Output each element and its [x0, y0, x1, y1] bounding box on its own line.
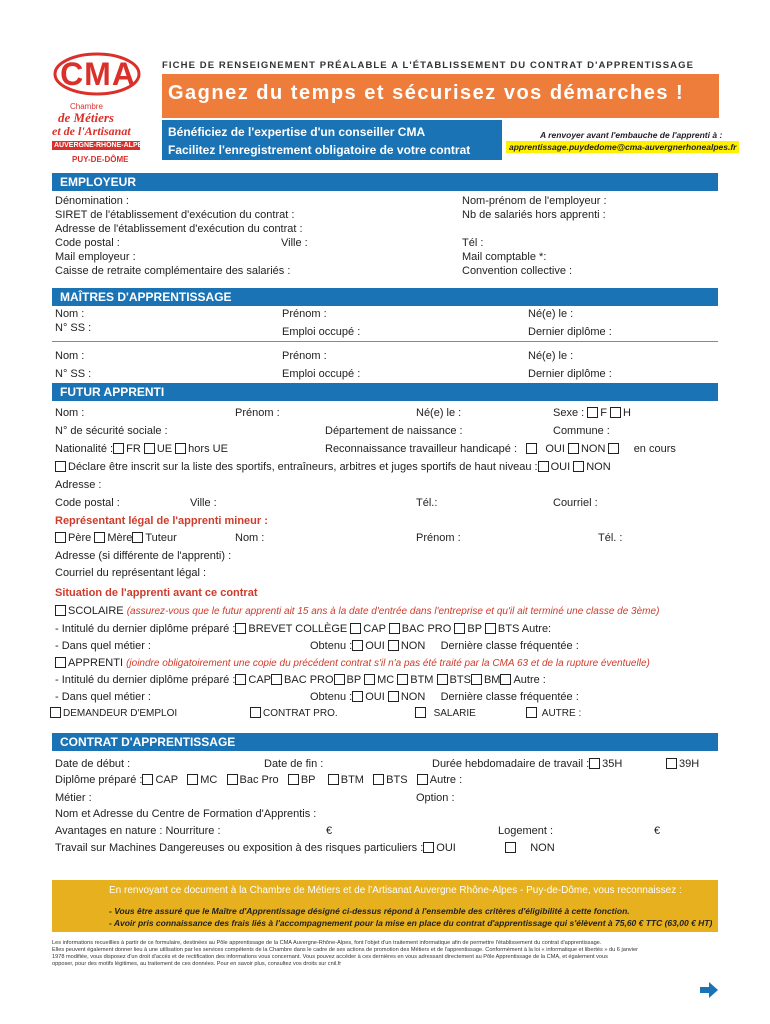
ctr-autre-checkbox[interactable]: [417, 774, 428, 785]
logo-chambre: Chambre: [70, 102, 103, 111]
handicap-encours-checkbox[interactable]: [608, 443, 619, 454]
scol-brevet-label: BREVET COLLÈGE: [248, 623, 348, 635]
contrat-pro-label: CONTRAT PRO.: [263, 708, 338, 719]
autre-label: AUTRE :: [541, 708, 582, 719]
app-sportif: [55, 460, 611, 474]
app-autre-checkbox[interactable]: [500, 674, 511, 685]
app-nationalite: [55, 442, 228, 456]
app-prenom: Prénom :: [235, 407, 280, 419]
sexe-h-checkbox[interactable]: [610, 407, 621, 418]
ctr-duree: [432, 757, 622, 771]
sit-salarie: [415, 707, 476, 721]
app-ne: Né(e) le :: [416, 407, 462, 419]
ctr-autre-label: Autre :: [429, 774, 463, 786]
legal-line3: 1978 modifiée, vous disposez d'un droit d'accès et de rectification des informations vous concernant. Vous pouvez accéder à ces dernières en vous adressant directement au Pôle Apprentissage de la CMA, et également vous: [52, 954, 608, 960]
sexe-label: Sexe :: [553, 407, 585, 419]
machines-oui-label: OUI: [436, 842, 456, 854]
emp-nb-salaries: Nb de salariés hors apprenti :: [462, 209, 606, 221]
app-bp-checkbox[interactable]: [334, 674, 345, 685]
app-autre-label: Autre :: [513, 674, 546, 686]
sportif-non-checkbox[interactable]: [573, 461, 584, 472]
ctr-diplome: [55, 773, 462, 787]
app-cap-checkbox[interactable]: [235, 674, 246, 685]
app-bacpro-checkbox[interactable]: [271, 674, 282, 685]
scol-cap-checkbox[interactable]: [350, 623, 361, 634]
app-obtenu-non-label: NON: [400, 691, 426, 703]
app-bp-label: BP: [346, 674, 362, 686]
ctr-fin: Date de fin :: [264, 758, 324, 770]
scol-obtenu-non-checkbox[interactable]: [388, 640, 399, 651]
intitule-label: - Intitulé du dernier diplôme préparé :: [55, 623, 236, 635]
apprenti-label: APPRENTI: [68, 657, 124, 669]
ctr-bacpro-label: Bac Pro: [239, 774, 279, 786]
return-label: A renvoyer avant l'embauche de l'apprenti à :: [540, 130, 723, 140]
app-bm-label: BM: [483, 674, 501, 686]
demandeur-checkbox[interactable]: [50, 707, 61, 718]
sexe-f-label: F: [600, 407, 607, 419]
handicap-label: Reconnaissance travailleur handicapé :: [325, 443, 518, 455]
scol-bp-label: BP: [467, 623, 482, 635]
ctr-mc-label: MC: [200, 774, 218, 786]
rep-mere-label: Mère: [107, 532, 133, 544]
emp-ville: Ville :: [281, 237, 308, 249]
rep-choice: [55, 531, 177, 545]
scol-bp-checkbox[interactable]: [454, 623, 465, 634]
sit-contrat-pro: [250, 707, 338, 721]
ctr-logement: Logement :: [498, 825, 554, 837]
emp-mail: Mail employeur :: [55, 251, 136, 263]
footer-intro: En renvoyant ce document à la Chambre de Métiers et de l'Artisanat Auvergne Rhône-Alpes - Puy-de-Dôme, vous reconnaissez :: [109, 885, 682, 896]
rep-courriel: Courriel du représentant légal :: [55, 567, 207, 579]
handicap-non-checkbox[interactable]: [568, 443, 579, 454]
handicap-encours-label: en cours: [633, 443, 676, 455]
ma1-diplome: Dernier diplôme :: [528, 326, 612, 338]
handicap-non-label: NON: [580, 443, 606, 455]
emp-caisse: Caisse de retraite complémentaire des salariés :: [55, 265, 291, 277]
sit-demandeur: [50, 707, 177, 721]
scolaire-note: (assurez-vous que le futur apprenti ait 15 ans à la date d'entrée dans l'entreprise et qu'il ait terminé une classe de 3ème): [126, 606, 660, 617]
autre-checkbox[interactable]: [526, 707, 537, 718]
ma1-nom: Nom :: [55, 308, 85, 320]
header-sub1: Bénéficiez de l'expertise d'un conseiller CMA: [168, 125, 426, 139]
machines-non-label: NON: [530, 842, 555, 854]
ma1-ne: Né(e) le :: [528, 308, 574, 320]
nat-label: Nationalité :: [55, 443, 114, 455]
salarie-checkbox[interactable]: [415, 707, 426, 718]
rep-nom: Nom :: [235, 532, 265, 544]
ma2-ne: Né(e) le :: [528, 350, 574, 362]
ma2-diplome: Dernier diplôme :: [528, 368, 612, 380]
emp-cp: Code postal :: [55, 237, 120, 249]
obtenu-label: Obtenu :: [310, 640, 353, 652]
ma1-prenom: Prénom :: [282, 308, 327, 320]
machines-oui-checkbox[interactable]: [423, 842, 434, 853]
ctr-centre: Nom et Adresse du Centre de Formation d'Apprentis :: [55, 808, 317, 820]
scol-bts-label: BTS: [497, 623, 520, 635]
nat-hors-ue-checkbox[interactable]: [175, 443, 186, 454]
h39-label: 39H: [679, 758, 700, 770]
ctr-bacpro-checkbox[interactable]: [227, 774, 238, 785]
rep-tel: Tél. :: [598, 532, 623, 544]
app-sexe: [553, 406, 631, 420]
ctr-39h: [666, 757, 699, 771]
emp-siret: SIRET de l'établissement d'exécution du contrat :: [55, 209, 295, 221]
form-title: FICHE DE RENSEIGNEMENT PRÉALABLE A L'ÉTABLISSEMENT DU CONTRAT D'APPRENTISSAGE: [162, 60, 695, 71]
scol-classe-label: Dernière classe fréquentée :: [440, 640, 579, 652]
app-bm-checkbox[interactable]: [471, 674, 482, 685]
ma2-emploi: Emploi occupé :: [282, 368, 361, 380]
app-obtenu-oui-label: OUI: [365, 691, 385, 703]
app-cap-label: CAP: [248, 674, 272, 686]
ctr-cap-label: CAP: [155, 774, 179, 786]
header-blue-box: [162, 120, 502, 160]
return-email[interactable]: apprentissage.puydedome@cma-auvergnerhonealpes.fr: [506, 141, 739, 153]
rep-adresse: Adresse (si différente de l'apprenti) :: [55, 550, 232, 562]
rep-pere-label: Père: [68, 532, 92, 544]
ma2-nom: Nom :: [55, 350, 85, 362]
footer-bullet1: - Vous être assuré que le Maître d'Apprentissage désigné ci-dessus répond à l'ensemble des critères d'éligibilité à cette fonction.: [109, 906, 630, 916]
ctr-metier: Métier :: [55, 792, 92, 804]
scol-obtenu-oui-label: OUI: [365, 640, 385, 652]
ctr-bp-label: BP: [300, 774, 316, 786]
logo-artisanat: et de l'Artisanat: [52, 124, 131, 138]
emp-nom-prenom: Nom-prénom de l'employeur :: [462, 195, 607, 207]
h35-checkbox[interactable]: [589, 758, 600, 769]
ctr-avantages: Avantages en nature : Nourriture :: [55, 825, 221, 837]
ctr-debut: Date de début :: [55, 758, 131, 770]
sit-intitule: [55, 622, 551, 636]
obtenu2-label: Obtenu :: [310, 691, 353, 703]
sit-scolaire: [55, 604, 659, 619]
app-btm-label: BTM: [410, 674, 434, 686]
sportif-oui-label: OUI: [550, 461, 571, 473]
app-bts-checkbox[interactable]: [437, 674, 448, 685]
logo-cma-text: CMA: [60, 56, 136, 92]
ma2-prenom: Prénom :: [282, 350, 327, 362]
ctr-option: Option :: [416, 792, 455, 804]
machines-non-checkbox[interactable]: [505, 842, 516, 853]
banner-text: Gagnez du temps et sécurisez vos démarches !: [168, 82, 685, 104]
legal-line2: Elles peuvent également donner lieu à une utilisation par les services compétents de la Chambre dans le cadre de ses actions de promotion des Métiers et de l'apprentissage. Conformément à la loi « informatique et libertés » du 6 janvier: [52, 947, 638, 953]
app-handicap: [325, 442, 676, 456]
app-obtenu-non-checkbox[interactable]: [388, 691, 399, 702]
ctr-machines: [55, 841, 456, 855]
cma-logo: [50, 50, 145, 175]
app-adresse: Adresse :: [55, 479, 102, 491]
legal-line4: opposer, pour des motifs légitimes, au traitement de ces données. Pour en savoir plus, consultez vos droits sur cnil.fr: [52, 961, 342, 967]
rep-tuteur-label: Tuteur: [145, 532, 177, 544]
handicap-oui-label: OUI: [545, 443, 565, 455]
emp-mail-comptable: Mail comptable *:: [462, 251, 547, 263]
ctr-bts-checkbox[interactable]: [373, 774, 384, 785]
sit-intitule2: [55, 673, 546, 687]
app-dept-naissance: Département de naissance :: [325, 425, 463, 437]
apprenti-note: (joindre obligatoirement une copie du précédent contrat s'il n'a pas été traité par la CMA 63 et de la rupture éventuelle): [126, 658, 650, 669]
app-classe-label: Dernière classe fréquentée :: [440, 691, 579, 703]
footer-box: [52, 880, 718, 932]
rep-tuteur-checkbox[interactable]: [132, 532, 143, 543]
scol-autre-label: Autre:: [521, 623, 552, 635]
rep-mere-checkbox[interactable]: [94, 532, 105, 543]
handicap-oui-checkbox[interactable]: [526, 443, 537, 454]
app-nom: Nom :: [55, 407, 85, 419]
app-mc-label: MC: [377, 674, 395, 686]
logo-dept: PUY-DE-DÔME: [72, 155, 129, 164]
sit-obtenu2: [310, 690, 579, 704]
section-contrat: CONTRAT D'APPRENTISSAGE: [52, 733, 718, 751]
app-obtenu-oui-checkbox[interactable]: [352, 691, 363, 702]
sportif-oui-checkbox[interactable]: [538, 461, 549, 472]
duree-label: Durée hebdomadaire de travail :: [432, 758, 590, 770]
ma1-emploi: Emploi occupé :: [282, 326, 361, 338]
app-btm-checkbox[interactable]: [397, 674, 408, 685]
header-sub2: Facilitez l'enregistrement obligatoire de votre contrat: [168, 143, 471, 157]
rep-prenom: Prénom :: [416, 532, 461, 544]
sit-metier2: - Dans quel métier :: [55, 691, 151, 703]
ma1-ss: N° SS :: [55, 322, 92, 334]
h35-label: 35H: [602, 758, 623, 770]
section-employeur: EMPLOYEUR: [52, 173, 718, 191]
ctr-btm-checkbox[interactable]: [328, 774, 339, 785]
ctr-btm-label: BTM: [340, 774, 364, 786]
ctr-euro2: €: [654, 825, 661, 837]
nat-hors-ue-label: hors UE: [188, 443, 228, 455]
legal-line1: Les informations recueillies à partir de ce formulaire, destinées au Pôle apprentissage de la CMA Auvergne-Rhône-Alpes, font l'objet d'un traitement informatique afin de permettre l'établissement du contrat d'apprentissage.: [52, 940, 602, 946]
emp-tel: Tél :: [462, 237, 484, 249]
sit-apprenti: [55, 656, 650, 671]
emp-adresse: Adresse de l'établissement d'exécution du contrat :: [55, 223, 303, 235]
scol-bts-checkbox[interactable]: [485, 623, 496, 634]
app-nss: N° de sécurité sociale :: [55, 425, 168, 437]
header-banner: [162, 74, 719, 118]
sit-metier: - Dans quel métier :: [55, 640, 151, 652]
scol-obtenu-oui-checkbox[interactable]: [352, 640, 363, 651]
ctr-bp-checkbox[interactable]: [288, 774, 299, 785]
sportif-label: Déclare être inscrit sur la liste des sportifs, entraîneurs, arbitres et juges sportifs de haut niveau :: [68, 461, 538, 473]
app-bacpro-label: BAC PRO: [284, 674, 334, 686]
sexe-f-checkbox[interactable]: [587, 407, 598, 418]
maitres-divider: [52, 341, 718, 342]
sportif-checkbox[interactable]: [55, 461, 66, 472]
ctr-diplome-label: Diplôme préparé :: [55, 774, 143, 786]
emp-convention: Convention collective :: [462, 265, 573, 277]
rep-title: Représentant légal de l'apprenti mineur :: [55, 515, 268, 527]
scol-obtenu-non-label: NON: [400, 640, 426, 652]
sit-autre: [526, 707, 581, 721]
nat-ue-checkbox[interactable]: [144, 443, 155, 454]
app-cp: Code postal :: [55, 497, 120, 509]
contrat-pro-checkbox[interactable]: [250, 707, 261, 718]
nat-fr-label: FR: [126, 443, 141, 455]
machines-label: Travail sur Machines Dangereuses ou exposition à des risques particuliers :: [55, 842, 424, 854]
scolaire-checkbox[interactable]: [55, 605, 66, 616]
ctr-euro1: €: [326, 825, 333, 837]
apprenti-checkbox[interactable]: [55, 657, 66, 668]
sportif-non-label: NON: [586, 461, 611, 473]
scolaire-label: SCOLAIRE: [68, 605, 124, 617]
section-maitres: MAÎTRES D'APPRENTISSAGE: [52, 288, 718, 306]
ctr-mc-checkbox[interactable]: [187, 774, 198, 785]
situation-title: Situation de l'apprenti avant ce contrat: [55, 587, 258, 599]
app-bts-label: BTS: [449, 674, 471, 686]
nat-ue-label: UE: [156, 443, 173, 455]
demandeur-label: DEMANDEUR D'EMPLOI: [63, 708, 178, 719]
footer-bullet2: - Avoir pris connaissance des frais liés à l'accompagnement pour la mise en place du contrat d'apprentissage qui s'élèvent à 75,60 € TTC (63,00 € HT): [109, 918, 713, 928]
rep-pere-checkbox[interactable]: [55, 532, 66, 543]
scol-bacpro-checkbox[interactable]: [389, 623, 400, 634]
nat-fr-checkbox[interactable]: [113, 443, 124, 454]
ma2-ss: N° SS :: [55, 368, 92, 380]
next-page-arrow-icon[interactable]: [700, 982, 718, 998]
scol-bacpro-label: BAC PRO: [401, 623, 452, 635]
logo-metiers: de Métiers: [58, 110, 114, 125]
scol-brevet-checkbox[interactable]: [235, 623, 246, 634]
section-apprenti: FUTUR APPRENTI: [52, 383, 718, 401]
intitule2-label: - Intitulé du dernier diplôme préparé :: [55, 674, 236, 686]
scol-cap-label: CAP: [363, 623, 386, 635]
app-courriel: Courriel :: [553, 497, 598, 509]
app-mc-checkbox[interactable]: [364, 674, 375, 685]
ctr-cap-checkbox[interactable]: [142, 774, 153, 785]
ctr-bts-label: BTS: [386, 774, 408, 786]
sexe-h-label: H: [623, 407, 631, 419]
h39-checkbox[interactable]: [666, 758, 677, 769]
app-ville: Ville :: [190, 497, 217, 509]
logo-region: AUVERGNE-RHÔNE-ALPES: [54, 142, 147, 149]
salarie-label: SALARIE: [433, 708, 476, 719]
app-commune: Commune :: [553, 425, 610, 437]
app-tel: Tél.:: [416, 497, 438, 509]
emp-denomination: Dénomination :: [55, 195, 129, 207]
sit-obtenu: [310, 639, 579, 653]
ctr-machines-non: [505, 841, 555, 855]
